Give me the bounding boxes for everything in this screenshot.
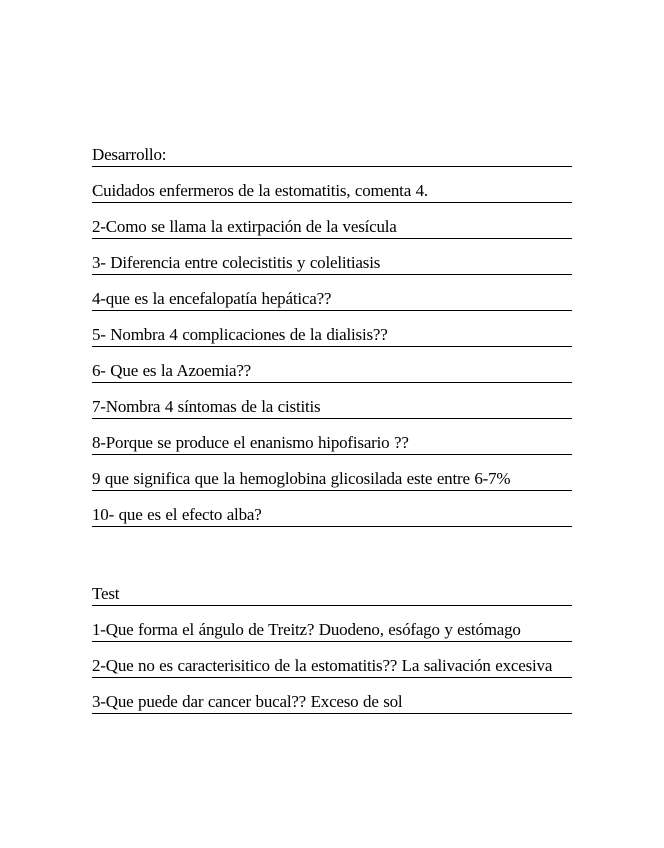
desarrollo-item: 3- Diferencia entre colecistitis y colelitiasis <box>92 250 572 275</box>
desarrollo-item: 7-Nombra 4 síntomas de la cistitis <box>92 394 572 419</box>
desarrollo-item: 9 que significa que la hemoglobina glicosilada este entre 6-7% <box>92 466 572 491</box>
desarrollo-heading: Desarrollo: <box>92 142 572 167</box>
desarrollo-item: 10- que es el efecto alba? <box>92 502 572 527</box>
test-item: 1-Que forma el ángulo de Treitz? Duodeno, esófago y estómago <box>92 617 572 642</box>
test-heading: Test <box>92 581 572 606</box>
desarrollo-item: 4-que es la encefalopatía hepática?? <box>92 286 572 311</box>
desarrollo-item: 2-Como se llama la extirpación de la vesícula <box>92 214 572 239</box>
test-item: 3-Que puede dar cancer bucal?? Exceso de sol <box>92 689 572 714</box>
desarrollo-item: Cuidados enfermeros de la estomatitis, comenta 4. <box>92 178 572 203</box>
desarrollo-item: 8-Porque se produce el enanismo hipofisario ?? <box>92 430 572 455</box>
document-page <box>92 142 572 725</box>
desarrollo-item: 6- Que es la Azoemia?? <box>92 358 572 383</box>
desarrollo-item: 5- Nombra 4 complicaciones de la dialisis?? <box>92 322 572 347</box>
desarrollo-section <box>92 142 572 527</box>
test-item: 2-Que no es caracterisitico de la estomatitis?? La salivación excesiva <box>92 653 572 678</box>
test-section <box>92 581 572 714</box>
